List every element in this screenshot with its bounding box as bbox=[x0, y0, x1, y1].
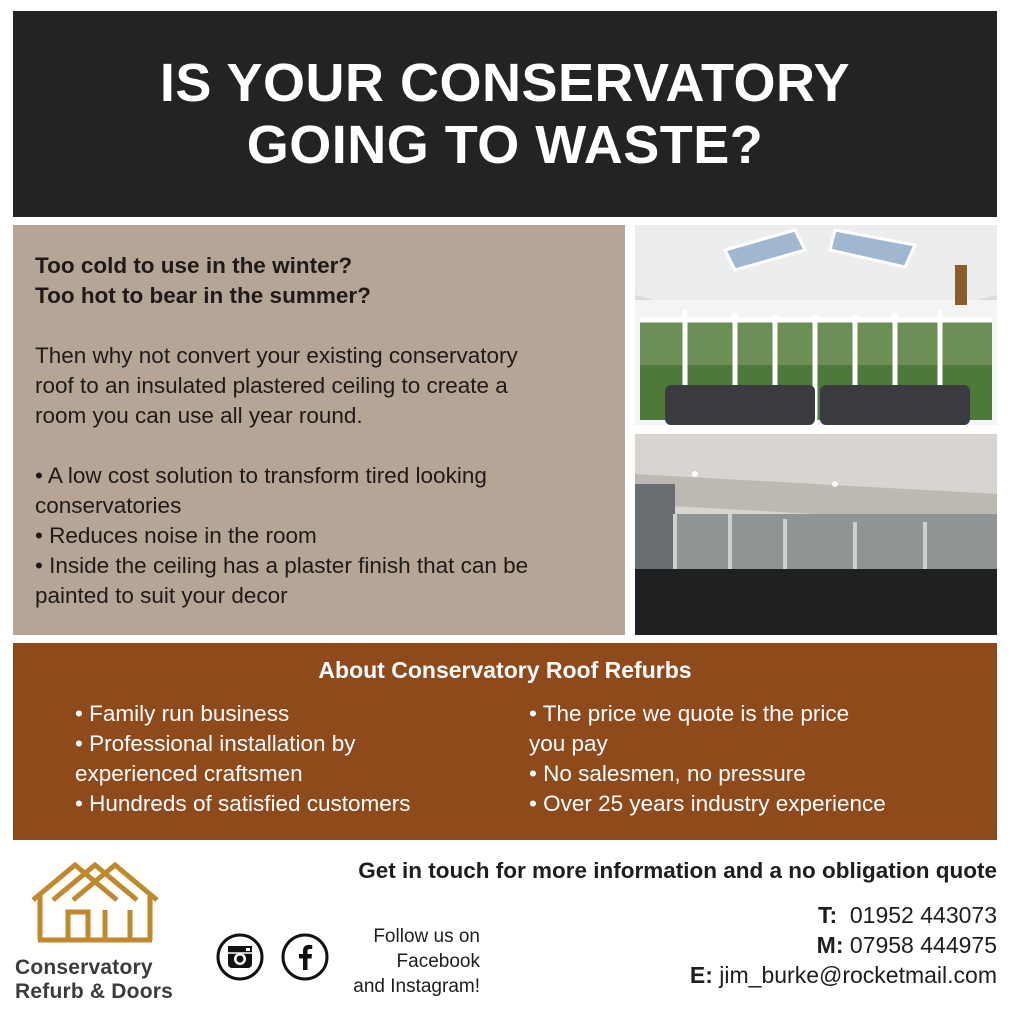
email-label: E: bbox=[689, 962, 713, 988]
mobile-label: M: bbox=[816, 932, 844, 958]
headline-line-1: IS YOUR CONSERVATORY bbox=[159, 53, 851, 113]
logo-line-2: Refurb & Doors bbox=[15, 980, 173, 1003]
intro-body-line: roof to an insulated plastered ceiling to create a bbox=[35, 373, 508, 398]
call-to-action: Get in touch for more information and a no obligation quote bbox=[358, 858, 997, 883]
phone-label: T: bbox=[817, 902, 838, 928]
mobile-row bbox=[690, 930, 997, 960]
instagram-icon[interactable] bbox=[216, 933, 264, 981]
follow-line: and Instagram! bbox=[353, 976, 480, 997]
mobile-number[interactable]: 07958 444975 bbox=[849, 932, 997, 958]
phone-row bbox=[690, 900, 997, 930]
contact-details bbox=[690, 900, 997, 990]
intro-bullet-line: painted to suit your decor bbox=[35, 583, 288, 608]
about-list-left bbox=[75, 699, 495, 819]
about-list-line: • No salesmen, no pressure bbox=[529, 761, 806, 786]
follow-line: Follow us on bbox=[373, 926, 480, 947]
about-list-line: • Professional installation by bbox=[75, 731, 356, 756]
about-panel bbox=[13, 643, 997, 840]
about-list-line: • Hundreds of satisfied customers bbox=[75, 791, 411, 816]
intro-question-2: Too hot to bear in the summer? bbox=[35, 283, 371, 308]
intro-body-line: room you can use all year round. bbox=[35, 403, 363, 428]
conservatory-photo-1 bbox=[635, 225, 997, 425]
intro-bullet-line: • A low cost solution to transform tired looking bbox=[35, 463, 487, 488]
about-title: About Conservatory Roof Refurbs bbox=[318, 657, 692, 683]
intro-bullet-1 bbox=[35, 461, 603, 521]
intro-panel bbox=[13, 225, 625, 635]
phone-number[interactable]: 01952 443073 bbox=[849, 902, 997, 928]
intro-bullet-line: • Reduces noise in the room bbox=[35, 523, 317, 548]
logo-line-1: Conservatory bbox=[15, 956, 153, 979]
facebook-icon[interactable] bbox=[281, 933, 329, 981]
headline-line-2: GOING TO WASTE? bbox=[246, 115, 764, 175]
headline-banner bbox=[13, 11, 997, 217]
about-list-right bbox=[529, 699, 969, 819]
conservatory-photo-2 bbox=[635, 434, 997, 635]
intro-bullet-line: conservatories bbox=[35, 493, 182, 518]
about-list-line: • Over 25 years industry experience bbox=[529, 791, 886, 816]
follow-line: Facebook bbox=[396, 951, 480, 972]
intro-bullet-2 bbox=[35, 521, 603, 551]
about-list-line: experienced craftsmen bbox=[75, 761, 303, 786]
house-logo-icon bbox=[30, 860, 165, 950]
intro-bullet-3 bbox=[35, 551, 603, 611]
about-list-line: • The price we quote is the price bbox=[529, 701, 850, 726]
intro-bullet-line: • Inside the ceiling has a plaster finish that can be bbox=[35, 553, 529, 578]
email-address[interactable]: jim_burke@rocketmail.com bbox=[719, 962, 997, 988]
intro-question-1: Too cold to use in the winter? bbox=[35, 253, 353, 278]
email-row bbox=[690, 960, 997, 990]
about-list-line: • Family run business bbox=[75, 701, 290, 726]
about-list-line: you pay bbox=[529, 731, 608, 756]
follow-us-text bbox=[330, 924, 480, 999]
intro-body-line: Then why not convert your existing conservatory bbox=[35, 343, 518, 368]
company-logo-text bbox=[15, 956, 185, 1004]
